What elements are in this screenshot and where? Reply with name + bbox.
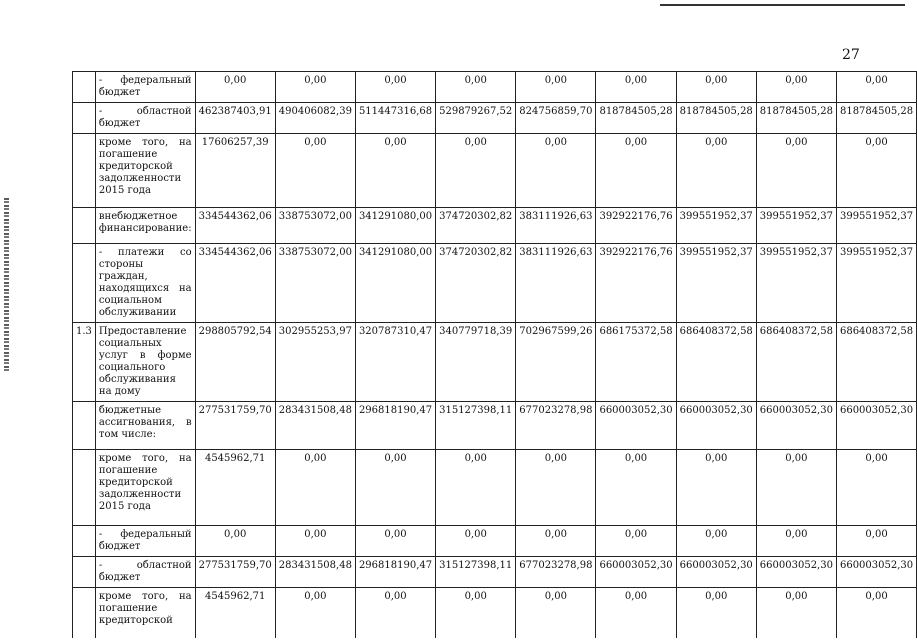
table-row <box>73 450 917 526</box>
table-row <box>73 72 917 103</box>
table-row <box>73 526 917 557</box>
row-label: - федеральный бюджет <box>95 526 195 557</box>
value-cell: 399551952,37 <box>676 208 756 244</box>
value-cell: 374720302,82 <box>436 208 516 244</box>
value-cell: 334544362,06 <box>195 244 275 323</box>
value-cell: 0,00 <box>355 450 435 526</box>
value-cell: 4545962,71 <box>195 450 275 526</box>
value-cell: 0,00 <box>195 526 275 557</box>
value-cell: 0,00 <box>756 588 836 638</box>
value-cell: 686408372,58 <box>836 323 916 402</box>
value-cell: 399551952,37 <box>836 244 916 323</box>
value-cell: 0,00 <box>756 72 836 103</box>
value-cell: 277531759,70 <box>195 557 275 588</box>
value-cell: 0,00 <box>195 72 275 103</box>
value-cell: 383111926,63 <box>516 208 596 244</box>
row-label: Предоставление социальных услуг в форме социального обслуживания на дому <box>95 323 195 402</box>
table-row <box>73 323 917 402</box>
value-cell: 338753072,00 <box>275 208 355 244</box>
value-cell: 660003052,30 <box>756 402 836 450</box>
table-row <box>73 103 917 134</box>
value-cell: 0,00 <box>676 588 756 638</box>
row-label: кроме того, на погашение кредиторской задолженности 2015 года <box>95 134 195 208</box>
value-cell: 383111926,63 <box>516 244 596 323</box>
value-cell: 0,00 <box>275 526 355 557</box>
value-cell: 0,00 <box>676 134 756 208</box>
value-cell: 320787310,47 <box>355 323 435 402</box>
row-index <box>73 526 96 557</box>
value-cell: 392922176,76 <box>596 208 676 244</box>
value-cell: 818784505,28 <box>756 103 836 134</box>
row-index <box>73 450 96 526</box>
value-cell: 660003052,30 <box>756 557 836 588</box>
table-row <box>73 208 917 244</box>
value-cell: 677023278,98 <box>516 557 596 588</box>
value-cell: 0,00 <box>516 72 596 103</box>
row-index <box>73 208 96 244</box>
value-cell: 0,00 <box>436 72 516 103</box>
value-cell: 0,00 <box>836 134 916 208</box>
value-cell: 340779718,39 <box>436 323 516 402</box>
table-row <box>73 402 917 450</box>
row-index <box>73 557 96 588</box>
value-cell: 511447316,68 <box>355 103 435 134</box>
value-cell: 0,00 <box>516 450 596 526</box>
value-cell: 0,00 <box>836 72 916 103</box>
value-cell: 0,00 <box>355 72 435 103</box>
scan-margin-artifact <box>4 198 9 373</box>
row-index <box>73 588 96 638</box>
value-cell: 529879267,52 <box>436 103 516 134</box>
table-row <box>73 134 917 208</box>
value-cell: 0,00 <box>596 588 676 638</box>
value-cell: 0,00 <box>676 72 756 103</box>
row-index <box>73 402 96 450</box>
value-cell: 315127398,11 <box>436 557 516 588</box>
value-cell: 0,00 <box>355 588 435 638</box>
value-cell: 0,00 <box>436 526 516 557</box>
row-label: - платежи со стороны граждан, находящихся на социальном обслуживании <box>95 244 195 323</box>
value-cell: 686175372,58 <box>596 323 676 402</box>
value-cell: 399551952,37 <box>836 208 916 244</box>
value-cell: 296818190,47 <box>355 557 435 588</box>
row-label: бюджетные ассигнования, в том числе: <box>95 402 195 450</box>
value-cell: 0,00 <box>596 72 676 103</box>
value-cell: 0,00 <box>436 134 516 208</box>
value-cell: 0,00 <box>756 526 836 557</box>
value-cell: 338753072,00 <box>275 244 355 323</box>
value-cell: 0,00 <box>836 450 916 526</box>
value-cell: 0,00 <box>836 526 916 557</box>
value-cell: 0,00 <box>756 450 836 526</box>
value-cell: 818784505,28 <box>676 103 756 134</box>
row-label: внебюджетное финансирование: <box>95 208 195 244</box>
row-label: - федеральный бюджет <box>95 72 195 103</box>
value-cell: 660003052,30 <box>676 557 756 588</box>
value-cell: 0,00 <box>676 450 756 526</box>
value-cell: 0,00 <box>516 526 596 557</box>
value-cell: 399551952,37 <box>676 244 756 323</box>
row-index <box>73 134 96 208</box>
value-cell: 660003052,30 <box>596 557 676 588</box>
value-cell: 0,00 <box>275 134 355 208</box>
value-cell: 0,00 <box>355 134 435 208</box>
value-cell: 283431508,48 <box>275 402 355 450</box>
row-label: кроме того, на погашение кредиторской <box>95 588 195 638</box>
table-row <box>73 557 917 588</box>
value-cell: 0,00 <box>596 526 676 557</box>
value-cell: 315127398,11 <box>436 402 516 450</box>
value-cell: 296818190,47 <box>355 402 435 450</box>
value-cell: 17606257,39 <box>195 134 275 208</box>
value-cell: 0,00 <box>355 526 435 557</box>
value-cell: 399551952,37 <box>756 208 836 244</box>
value-cell: 686408372,58 <box>756 323 836 402</box>
value-cell: 702967599,26 <box>516 323 596 402</box>
value-cell: 0,00 <box>516 588 596 638</box>
value-cell: 490406082,39 <box>275 103 355 134</box>
value-cell: 277531759,70 <box>195 402 275 450</box>
value-cell: 0,00 <box>275 588 355 638</box>
value-cell: 462387403,91 <box>195 103 275 134</box>
table-row <box>73 244 917 323</box>
value-cell: 0,00 <box>756 134 836 208</box>
value-cell: 660003052,30 <box>836 557 916 588</box>
value-cell: 0,00 <box>436 588 516 638</box>
value-cell: 660003052,30 <box>676 402 756 450</box>
row-index <box>73 103 96 134</box>
table-row <box>73 588 917 638</box>
value-cell: 374720302,82 <box>436 244 516 323</box>
budget-table <box>72 71 917 638</box>
row-label: - областной бюджет <box>95 103 195 134</box>
value-cell: 341291080,00 <box>355 208 435 244</box>
value-cell: 0,00 <box>436 450 516 526</box>
value-cell: 0,00 <box>275 72 355 103</box>
value-cell: 302955253,97 <box>275 323 355 402</box>
value-cell: 818784505,28 <box>836 103 916 134</box>
value-cell: 660003052,30 <box>836 402 916 450</box>
value-cell: 399551952,37 <box>756 244 836 323</box>
value-cell: 4545962,71 <box>195 588 275 638</box>
value-cell: 298805792,54 <box>195 323 275 402</box>
row-label: кроме того, на погашение кредиторской задолженности 2015 года <box>95 450 195 526</box>
value-cell: 677023278,98 <box>516 402 596 450</box>
value-cell: 824756859,70 <box>516 103 596 134</box>
value-cell: 283431508,48 <box>275 557 355 588</box>
value-cell: 334544362,06 <box>195 208 275 244</box>
value-cell: 0,00 <box>836 588 916 638</box>
value-cell: 0,00 <box>516 134 596 208</box>
top-rule <box>660 4 905 6</box>
value-cell: 686408372,58 <box>676 323 756 402</box>
row-index <box>73 72 96 103</box>
row-label: - областной бюджет <box>95 557 195 588</box>
value-cell: 660003052,30 <box>596 402 676 450</box>
value-cell: 0,00 <box>275 450 355 526</box>
value-cell: 0,00 <box>676 526 756 557</box>
row-index <box>73 244 96 323</box>
page-number: 27 <box>842 47 860 63</box>
value-cell: 0,00 <box>596 134 676 208</box>
value-cell: 392922176,76 <box>596 244 676 323</box>
row-index: 1.3 <box>73 323 96 402</box>
value-cell: 818784505,28 <box>596 103 676 134</box>
value-cell: 0,00 <box>596 450 676 526</box>
value-cell: 341291080,00 <box>355 244 435 323</box>
